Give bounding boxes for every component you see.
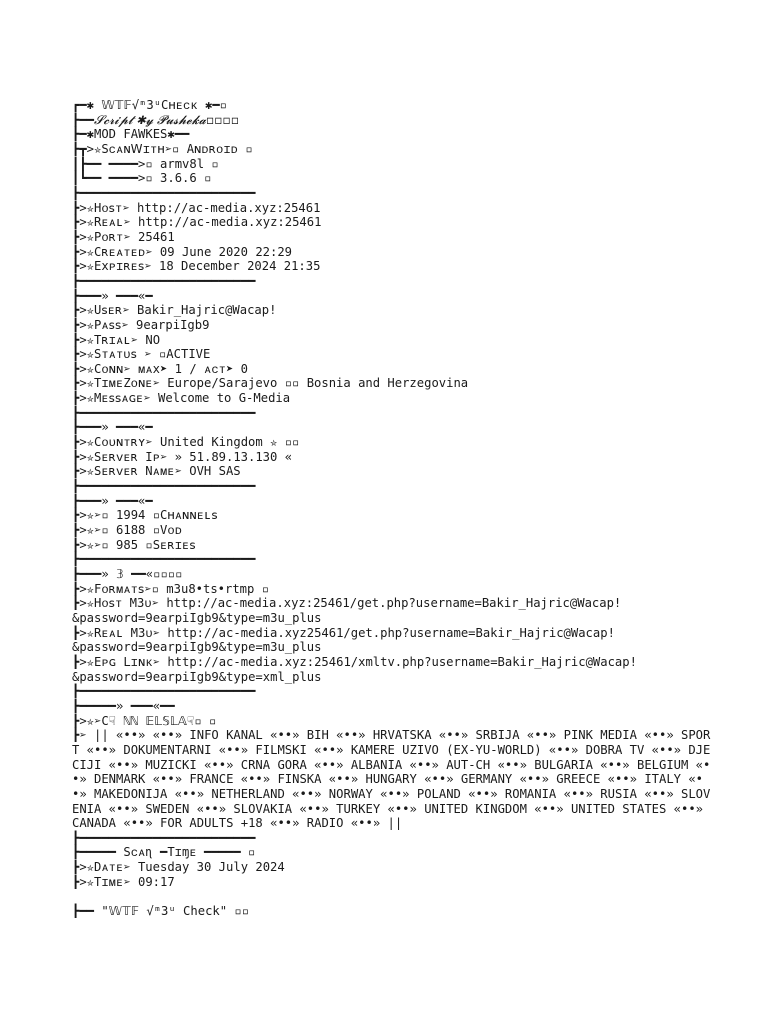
footer-line: ┣━━ "𝕎𝕋𝔽 √ᵐ3ᵘ Check" ▫▫ [72,904,250,919]
divider: ┣━━━━━━━━━━━━━━━━━━━━━━━━ [72,405,256,420]
real-line[interactable]: ┣>✮Rᴇᴀʟ➢ http://ac-media.xyz:25461 [72,215,322,230]
divider: ┣━━━━━━━━━━━━━━━━━━━━━━━━ [72,830,256,845]
epg-link-continued[interactable]: &password=9earpiIgb9&type=xml_plus [72,669,322,684]
vod-line: ┣>✮➢▫ 6188 ▫Vᴏᴅ [72,523,183,538]
timezone-line: ┣>✮TɪᴍᴇZᴏɴᴇ➢ Europe/Sarajevo ▫▫ Bosnia and Herzegovina [72,376,469,391]
server-ip-line: ┣>✮Sᴇʀᴠᴇʀ Iᴘ➢ » 51.89.13.130 « [72,449,293,464]
location-block [72,420,712,493]
section-separator: ┣━━━» ━━━«━ [72,288,153,303]
divider: ┣━━━━━━━━━━━━━━━━━━━━━━━━ [72,185,256,200]
scan-report [72,98,712,919]
real-m3u-link[interactable]: ┣>✮Rᴇᴀʟ M3ᴜ➢ http://ac-media.xyz25461/get.php?username=Bakir_Hajric@Wacap! [72,625,615,640]
scan-time-block [72,845,712,918]
port-line: ┣>✮Pᴏʀᴛ➢ 25461 [72,229,175,244]
app-title: ┏━✱ 𝕎𝕋𝔽√ᵐ3ᵘCʜᴇᴄᴋ ✱━▫ [72,98,228,112]
account-block [72,274,712,421]
arch-line: ┃┣━━ ━━━━>▫ armv8l ▫ [72,156,219,171]
scan-with: ┣┳>✮Sᴄᴀɴ𝖶ɪᴛʜ➢▫ Aɴᴅʀᴏɪᴅ ▫ [72,141,253,156]
section-separator: ┣━━━» ━━━«━ [72,493,153,508]
divider: ┣━━━━━━━━━━━━━━━━━━━━━━━━ [72,479,256,494]
divider: ┣━━━━━━━━━━━━━━━━━━━━━━━━ [72,552,256,567]
expires-line: ┣>✮Exᴘɪʀᴇꜱ➢ 18 December 2024 21:35 [72,259,321,274]
channels-line: ┣>✮➢▫ 1994 ▫Cʜᴀɴɴᴇʟꜱ [72,508,218,523]
spacer [72,889,712,904]
host-m3u-link-continued[interactable]: &password=9earpiIgb9&type=m3u_plus [72,610,322,625]
mod-name: ┣━✱MOD FAWKES✱━━ [72,127,190,142]
connections-line: ┣>✮Cᴏɴɴ➢ ᴍᴀx➤ 1 / ᴀᴄᴛ➤ 0 [72,361,248,376]
server-block [72,201,712,274]
trial-line: ┣>✮Tʀɪᴀʟ➢ NO [72,332,161,347]
status-line: ┣>✮Sᴛᴀᴛᴜꜱ ➢ ▫ACTIVE [72,347,211,362]
categories-title: ┣>✮➢C☟ ℕℕ 𝔼𝕃𝕊𝕃𝔸☟▫ ▫ [72,713,217,728]
date-line: ┣>✮Dᴀᴛᴇ➢ Tuesday 30 July 2024 [72,860,285,875]
section-separator: ┣━━━» 𝟛 ━━«▫▫▫▫ [72,567,183,581]
country-line: ┣>✮Cᴏᴜɴᴛʀʏ➢ United Kingdom ✮ ▫▫ [72,435,300,450]
version-line: ┃┗━━ ━━━━>▫ 3.6.6 ▫ [72,171,212,186]
server-name-line: ┣>✮Sᴇʀᴠᴇʀ Nᴀᴍᴇ➢ OVH SAS [72,464,241,479]
content-block [72,494,712,567]
section-separator: ┣━━━» ━━━«━ [72,420,153,435]
section-separator: ┣━━━━━» ━━━«━━ [72,698,175,713]
user-line: ┣>✮Uꜱᴇʀ➢ Bakir_Hajric@Wacap! [72,303,277,318]
host-line[interactable]: ┣>✮Hᴏꜱᴛ➢ http://ac-media.xyz:25461 [72,200,321,215]
formats-line: ┣>✮Fᴏʀᴍᴀᴛꜱ➢▫ m3u8•ts•rtmp ▫ [72,581,270,596]
links-block [72,567,712,699]
header-block [72,98,712,201]
divider: ┣━━━━━━━━━━━━━━━━━━━━━━━━ [72,273,256,288]
created-line: ┣>✮Cʀᴇᴀᴛᴇᴅ➢ 09 June 2020 22:29 [72,244,293,259]
epg-link[interactable]: ┣>✮Eᴘɢ Lɪɴᴋ➢ http://ac-media.xyz:25461/xmltv.php?username=Bakir_Hajric@Wacap! [72,654,637,669]
pass-line: ┣>✮Pᴀꜱꜱ➢ 9earpiIgb9 [72,317,210,332]
categories-list: ┣➢ || «••» «••» INFO KANAL «••» BIH «••» HRVATSKA «••» SRBIJA «••» PINK MEDIA «••» SPORT «••» DOKUMENTARNI «••» FILMSKI «••» KAMERE UZIVO (EX-YU-WORLD) «••» DOBRA TV «••» DJECIJI «••» MUZICKI «••» CRNA GORA «••» ALBANIA «••» AUT-CH «••» BULGARIA «••» BELGIUM «••» DENMARK «••» FRANCE «••» FINSKA «••» HUNGARY «••» GERMANY «••» GREECE «••» ITALY «••» MAKEDONIJA «••» NETHERLAND «••» NORWAY «••» POLAND «••» ROMANIA «••» RUSIA «••» SLOVENIA «••» SWEDEN «••» SLOVAKIA «••» TURKEY «••» UNITED KINGDOM «••» UNITED STATES «••» CANADA «••» FOR ADULTS +18 «••» RADIO «••» || [72,728,711,831]
series-line: ┣>✮➢▫ 985 ▫Sᴇʀɪᴇꜱ [72,537,196,552]
host-m3u-link[interactable]: ┣>✮Hᴏꜱᴛ M3ᴜ➢ http://ac-media.xyz:25461/get.php?username=Bakir_Hajric@Wacap! [72,596,622,611]
divider: ┣━━━━━━━━━━━━━━━━━━━━━━━━ [72,684,256,699]
time-line: ┣>✮Tɪᴍᴇ➢ 09:17 [72,874,175,889]
categories-block [72,699,712,846]
scan-time-separator: ┣━━━━━ Sᴄᴀɳ ━Tɪɱᴇ ━━━━━ ▫ [72,845,256,860]
script-author: ┣━━𝓢𝓬𝓻𝓲𝓹𝓽 ✱𝔂 𝓟𝓾𝓼𝓱𝓮𝓴𝓪▫▫▫▫ [72,112,240,127]
message-line: ┣>✮Mᴇꜱꜱᴀɢᴇ➢ Welcome to G-Media [72,391,291,406]
real-m3u-link-continued[interactable]: &password=9earpiIgb9&type=m3u_plus [72,640,322,655]
